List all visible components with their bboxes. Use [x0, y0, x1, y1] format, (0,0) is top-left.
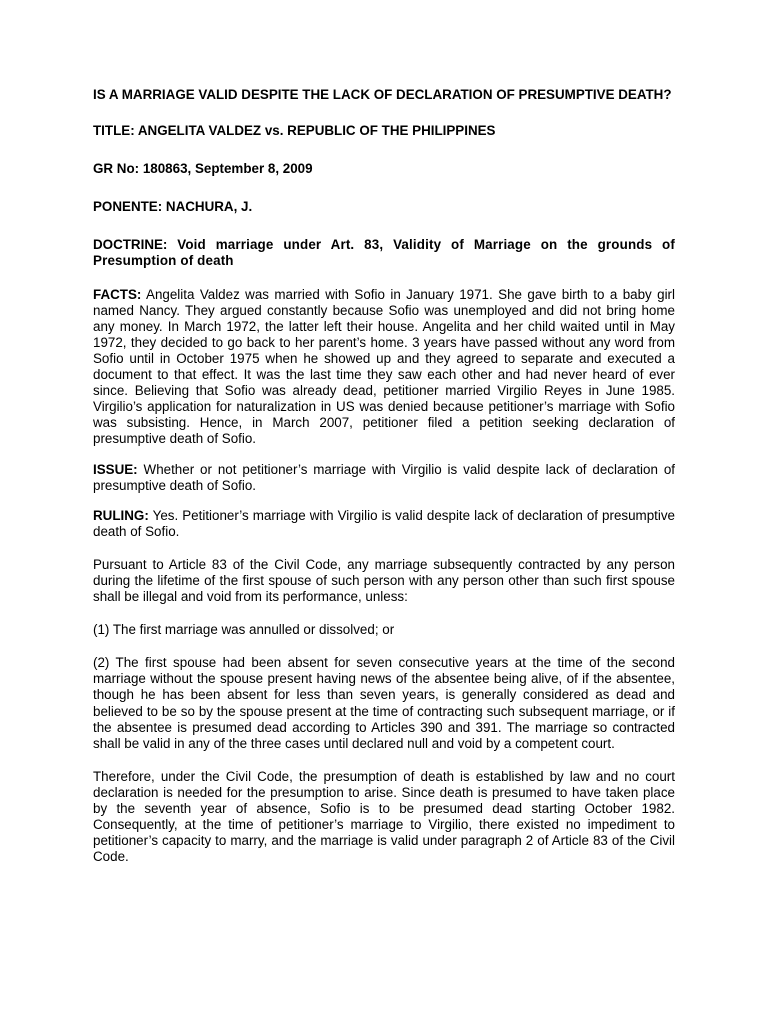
ruling-text: Yes. Petitioner’s marriage with Virgilio is valid despite lack of declaration of presumptive death of Sofio.: [93, 507, 675, 539]
issue-section: [93, 462, 675, 494]
body-paragraph: Pursuant to Article 83 of the Civil Code, any marriage subsequently contracted by any person during the lifetime of the first spouse of such person with any person other than such first spouse shall be illegal and void from its performance, unless:: [93, 556, 675, 605]
body-paragraph: Therefore, under the Civil Code, the presumption of death is established by law and no court declaration is needed for the presumption to arise. Since death is presumed to have taken place by the seventh year of absence, Sofio is to be presumed dead starting October 1982. Consequently, at the time of petitioner’s marriage to Virgilio, there existed no impediment to petitioner’s capacity to marry, and the marriage is valid under paragraph 2 of Article 83 of the Civil Code.: [93, 768, 675, 865]
facts-label: FACTS:: [93, 286, 142, 302]
doctrine-label: DOCTRINE:: [93, 237, 168, 253]
ruling-label: RULING:: [93, 507, 149, 523]
case-title: TITLE: ANGELITA VALDEZ vs. REPUBLIC OF THE PHILIPPINES: [93, 123, 496, 139]
gr-number: GR No: 180863, September 8, 2009: [93, 161, 313, 177]
ruling-section: [93, 508, 675, 540]
body-paragraph: (1) The first marriage was annulled or dissolved; or: [93, 622, 395, 638]
doctrine-text: Void marriage under Art. 83, Validity of Marriage on the grounds of Presumption of death: [93, 237, 675, 269]
facts-text: Angelita Valdez was married with Sofio in January 1971. She gave birth to a baby girl named Nancy. They argued constantly because Sofio was unemployed and did not bring home any money. In March 1972, the latter left their house. Angelita and her child waited until in May 1972, they decided to go back to her parent’s home. 3 years have passed without any word from Sofio until in October 1975 when he showed up and they agreed to separate and executed a document to that effect. It was the last time they saw each other and had never heard of ever since. Believing that Sofio was already dead, petitioner married Virgilio Reyes in June 1985. Virgilio’s application for naturalization in US was denied because petitioner’s marriage with Sofio was subsisting. Hence, in March 2007, petitioner filed a petition seeking declaration of presumptive death of Sofio.: [93, 286, 675, 447]
facts-section: [93, 287, 675, 448]
doctrine-section: [93, 237, 675, 269]
document-question-heading: IS A MARRIAGE VALID DESPITE THE LACK OF DECLARATION OF PRESUMPTIVE DEATH?: [93, 87, 672, 102]
body-paragraph: (2) The first spouse had been absent for seven consecutive years at the time of the second marriage without the spouse present having news of the absentee being alive, of if the absentee, though he has been absent for less than seven years, is generally considered as dead and believed to be so by the spouse present at the time of contracting such subsequent marriage, or if the absentee is presumed dead according to Articles 390 and 391. The marriage so contracted shall be valid in any of the three cases until declared null and void by a competent court.: [93, 655, 675, 751]
document-page: [93, 87, 675, 882]
issue-text: Whether or not petitioner’s marriage with Virgilio is valid despite lack of declaration of presumptive death of Sofio.: [93, 461, 675, 493]
issue-label: ISSUE:: [93, 461, 138, 477]
ponente: PONENTE: NACHURA, J.: [93, 199, 253, 215]
